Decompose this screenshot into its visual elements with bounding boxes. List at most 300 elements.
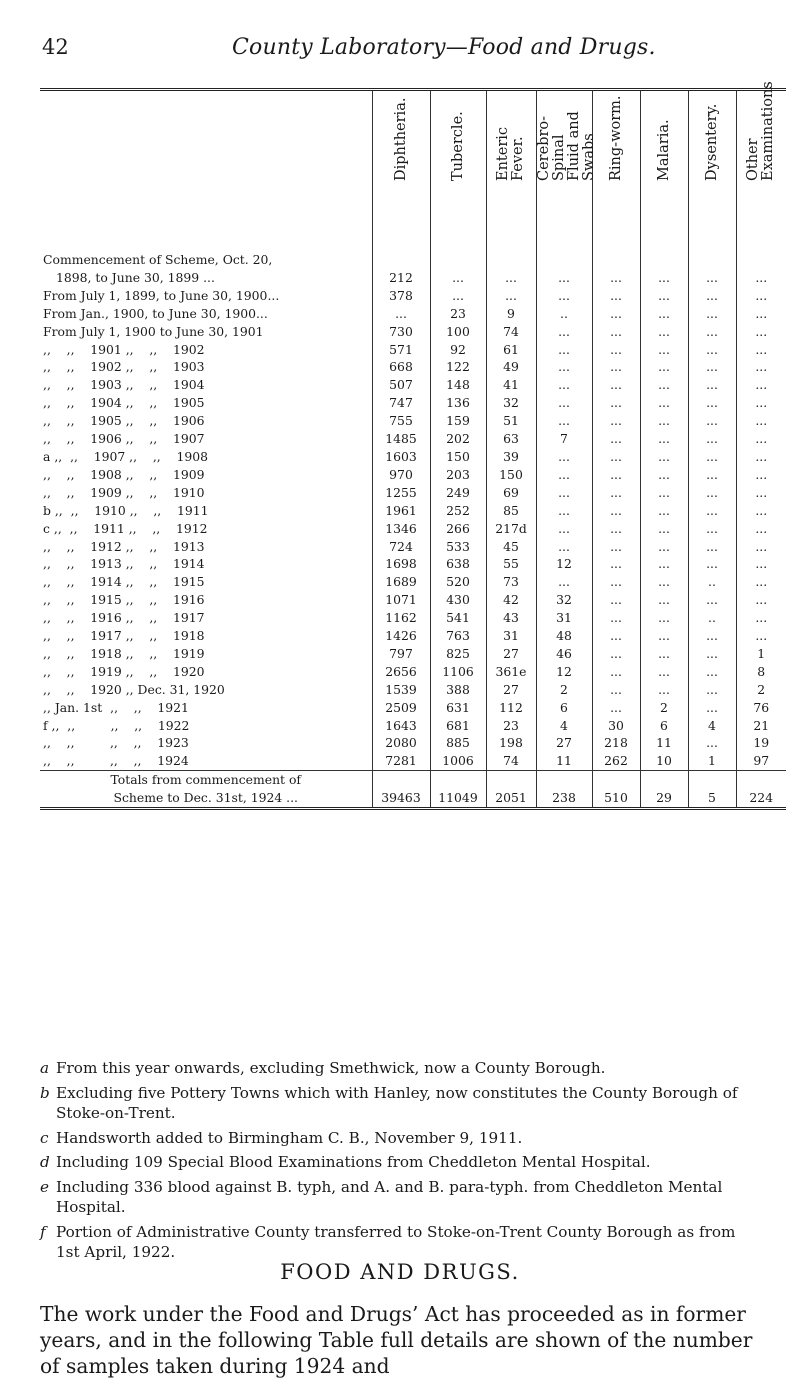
row-label: ,, ,, 1916 ,, ,, 1917 [43,610,205,626]
table-cell: 19 [736,734,786,752]
table-cell: ... [592,358,640,376]
table-cell: 150 [430,448,486,466]
row-label: ,, ,, 1909 ,, ,, 1910 [43,484,205,500]
table-cell: 747 [372,394,430,412]
table-cell: 55 [486,555,536,573]
table-cell: ... [736,627,786,645]
table-cell: ... [536,287,592,305]
row-label: ,, ,, 1912 ,, ,, 1913 [43,538,205,554]
table-cell: .. [536,305,592,323]
table-cell: 1006 [430,752,486,770]
table-cell [372,771,430,789]
table-cell: ... [688,591,736,609]
column-header: Enteric Fever. [486,90,536,252]
table-cell: 7 [536,430,592,448]
row-label: ,, ,, 1915 ,, ,, 1916 [43,592,205,608]
row-label: ,, ,, 1919 ,, ,, 1920 [43,663,205,679]
table-cell: ... [592,555,640,573]
footnote-mark: d [40,1153,50,1171]
table-cell: 51 [486,412,536,430]
table-cell [592,771,640,789]
table-cell: ... [736,269,786,287]
table-cell: .. [688,573,736,591]
table-cell: 136 [430,394,486,412]
table-cell: 507 [372,376,430,394]
table-cell: 12 [536,555,592,573]
table-cell: 9 [486,305,536,323]
table-cell: ... [536,376,592,394]
footnote-text: Including 336 blood against B. typh, and A. and B. para-typh. from Cheddleton Mental Hospital. [56,1177,723,1216]
table-cell: ... [688,287,736,305]
table-cell: 1426 [372,627,430,645]
table-cell: ... [736,376,786,394]
table-cell: 73 [486,573,536,591]
table-cell: ... [592,484,640,502]
table-cell: 100 [430,323,486,341]
table-cell: ... [536,448,592,466]
table-cell: ... [736,394,786,412]
table-cell: ... [640,663,688,681]
row-label: b ,, ,, 1910 ,, ,, 1911 [43,502,209,518]
table-cell: 2656 [372,663,430,681]
table-cell: 2 [736,681,786,699]
table-cell: ... [640,358,688,376]
table-cell: 2080 [372,734,430,752]
table-cell: 49 [486,358,536,376]
table-cell: 41 [486,376,536,394]
table-cell: ... [688,376,736,394]
table-cell: 8 [736,663,786,681]
table-cell: ... [736,466,786,484]
table-cell: ... [688,555,736,573]
table-cell: ... [736,555,786,573]
table-cell: 31 [486,627,536,645]
footnote-text: From this year onwards, excluding Smethwick, now a County Borough. [56,1059,606,1077]
table-cell: ... [592,394,640,412]
table-row [40,520,786,538]
table-cell [640,251,688,269]
table-row [40,466,786,484]
row-label: f ,, ,, ,, ,, 1922 [43,717,190,733]
table-cell: ... [592,663,640,681]
table-cell: 1698 [372,555,430,573]
table-cell: 198 [486,734,536,752]
table-cell: 1539 [372,681,430,699]
table-cell: ... [536,484,592,502]
table-cell: 1162 [372,609,430,627]
table-row [40,645,786,663]
table-cell: ... [592,376,640,394]
table-row [40,717,786,735]
table-cell: 11 [640,734,688,752]
table-cell: ... [536,466,592,484]
table-cell: ... [536,412,592,430]
table-cell: ... [536,341,592,359]
table-cell: ... [688,448,736,466]
table-cell: 797 [372,645,430,663]
table-cell: 112 [486,699,536,717]
table-cell: 202 [430,430,486,448]
section-paragraph: The work under the Food and Drugs’ Act has proceeded as in former years, and in the following Table full details are shown of the number of samples taken during 1924 and [40,1302,753,1378]
table-cell: ... [592,412,640,430]
table-cell: 724 [372,538,430,556]
row-label: ,, ,, 1920 ,, Dec. 31, 1920 [43,681,225,697]
table-cell: ... [536,502,592,520]
table-cell: ... [536,358,592,376]
table-cell: 27 [536,734,592,752]
table-cell: 2 [536,681,592,699]
table-cell: 74 [486,323,536,341]
table-cell: 1 [736,645,786,663]
total-cell: 11049 [430,789,486,808]
table-cell [536,251,592,269]
row-label: ,, ,, 1914 ,, ,, 1915 [43,574,205,590]
table-cell: 212 [372,269,430,287]
table-cell: ... [592,699,640,717]
table-cell: 150 [486,466,536,484]
table-cell: ... [688,645,736,663]
table-cell: 378 [372,287,430,305]
table-cell: 4 [536,717,592,735]
table-cell: ... [640,520,688,538]
table-cell: ... [688,323,736,341]
table-cell: 1 [688,752,736,770]
table-cell: 1106 [430,663,486,681]
table-cell [536,771,592,789]
row-label: ,, ,, 1917 ,, ,, 1918 [43,628,205,644]
table-cell: ... [640,448,688,466]
table-cell: 21 [736,717,786,735]
table-cell: 45 [486,538,536,556]
table-cell: 1603 [372,448,430,466]
table-cell: ... [736,484,786,502]
table-cell: ... [640,269,688,287]
table-row [40,412,786,430]
footnote [40,1177,760,1218]
table-cell [372,251,430,269]
table-row [40,538,786,556]
table-row [40,573,786,591]
table-cell: 69 [486,484,536,502]
table-cell: ... [736,591,786,609]
footnote-mark: f [40,1222,46,1241]
column-header: Diphtheria. [372,90,430,252]
table-cell: ... [592,681,640,699]
table-cell: ... [536,573,592,591]
row-label: ,, ,, 1902 ,, ,, 1903 [43,359,205,375]
total-cell: 29 [640,789,688,808]
header-corner [40,90,372,252]
table-cell: 7281 [372,752,430,770]
page-header [42,35,762,69]
table-cell: 638 [430,555,486,573]
row-label: ,, Jan. 1st ,, ,, 1921 [43,699,189,715]
table-cell: ... [736,538,786,556]
column-header: Malaria. [640,90,688,252]
table-cell: 520 [430,573,486,591]
footnote [40,1058,760,1079]
footnote [40,1128,760,1149]
table-cell [688,251,736,269]
row-label: From July 1, 1899, to June 30, 1900... [43,287,280,303]
table-header-row [40,90,786,252]
row-label: ,, ,, ,, ,, 1924 [43,753,189,769]
table-cell: 31 [536,609,592,627]
column-header: Tubercle. [430,90,486,252]
table-cell: 262 [592,752,640,770]
running-title: County Laboratory—Food and Drugs. [232,35,656,60]
page-number: 42 [42,35,69,59]
table-cell: 361e [486,663,536,681]
table-cell: ... [486,287,536,305]
table-cell: ... [640,681,688,699]
table-cell: 2 [640,699,688,717]
table-cell: ... [640,484,688,502]
table-cell: ... [640,341,688,359]
table-cell: ... [592,538,640,556]
table-cell: 23 [486,717,536,735]
row-label: ,, ,, 1901 ,, ,, 1902 [43,341,205,357]
table-cell: ... [592,627,640,645]
table-cell: 30 [592,717,640,735]
table-cell: 1485 [372,430,430,448]
table-cell: 61 [486,341,536,359]
table-cell: ... [688,269,736,287]
table-cell: ... [592,466,640,484]
footnote-text: Excluding five Pottery Towns which with Hanley, now constitutes the County Borough of Stoke-on-Trent. [56,1083,738,1122]
table-cell: ... [640,412,688,430]
total-cell: 224 [736,789,786,808]
table-cell: 533 [430,538,486,556]
table-cell: ... [592,323,640,341]
table-row [40,358,786,376]
table-cell: ... [736,573,786,591]
table-row [40,681,786,699]
table-cell: 74 [486,752,536,770]
table-cell: ... [640,645,688,663]
table-cell: ... [688,430,736,448]
footnotes [40,1058,760,1267]
column-header: Ring-worm. [592,90,640,252]
table-cell: 825 [430,645,486,663]
table-cell: ... [592,269,640,287]
table-cell: ... [688,681,736,699]
table-cell: ... [736,305,786,323]
total-cell: 39463 [372,789,430,808]
table-cell: 39 [486,448,536,466]
table-cell: ... [430,287,486,305]
table-cell: 85 [486,502,536,520]
table-cell: 249 [430,484,486,502]
table-cell: .. [688,609,736,627]
table-cell: ... [736,520,786,538]
table-cell: 43 [486,609,536,627]
table-cell: ... [592,287,640,305]
table-cell: ... [536,520,592,538]
table-cell: ... [736,448,786,466]
table-cell: ... [688,538,736,556]
table-cell: ... [736,502,786,520]
table-cell: ... [640,305,688,323]
totals-row [40,771,786,789]
table-cell: 266 [430,520,486,538]
table-row [40,394,786,412]
table-cell [688,771,736,789]
table-cell: ... [640,502,688,520]
table-cell: ... [688,341,736,359]
table-cell: 23 [430,305,486,323]
footnote-mark: c [40,1128,49,1147]
table-cell: ... [688,484,736,502]
table-cell: ... [592,305,640,323]
table-cell: 1346 [372,520,430,538]
table-cell: 6 [640,717,688,735]
row-label: ,, ,, 1918 ,, ,, 1919 [43,645,205,661]
table-cell: ... [688,502,736,520]
table-cell: ... [592,591,640,609]
table-cell: 32 [536,591,592,609]
footnote-mark: e [40,1177,49,1196]
footnote-text: Portion of Administrative County transferred to Stoke-on-Trent County Borough as from 1st April, 1922. [56,1222,736,1261]
table-cell: 148 [430,376,486,394]
table-cell: 122 [430,358,486,376]
table-cell [430,771,486,789]
table-cell: ... [736,412,786,430]
table-cell: ... [592,341,640,359]
total-cell: 510 [592,789,640,808]
table-cell: 63 [486,430,536,448]
table-cell: ... [688,627,736,645]
column-header: Other Examinations [736,90,786,252]
table-cell: ... [688,412,736,430]
table-cell [486,771,536,789]
table-cell: 571 [372,341,430,359]
table-cell: ... [592,645,640,663]
table-cell: ... [640,591,688,609]
table-cell: 541 [430,609,486,627]
row-label: 1898, to June 30, 1899 ... [56,269,215,285]
table-cell: 1689 [372,573,430,591]
table-cell: ... [430,269,486,287]
table-cell: 2509 [372,699,430,717]
section-title: FOOD AND DRUGS. [280,1260,520,1284]
table-cell: 6 [536,699,592,717]
table-cell: 1255 [372,484,430,502]
table-row [40,341,786,359]
table-cell: 668 [372,358,430,376]
totals-label: Scheme to Dec. 31st, 1924 ... [113,790,298,806]
table-row [40,502,786,520]
table-cell: ... [592,502,640,520]
table-cell: 27 [486,645,536,663]
table-row [40,484,786,502]
table-cell: ... [688,734,736,752]
table-cell: ... [536,269,592,287]
table-cell: 1071 [372,591,430,609]
table-cell: ... [486,269,536,287]
table-cell: ... [688,663,736,681]
table-cell: ... [592,573,640,591]
table-cell: 92 [430,341,486,359]
table-cell: 159 [430,412,486,430]
table-row [40,287,786,305]
table-row [40,251,786,269]
table-cell: 217d [486,520,536,538]
footnote-mark: b [40,1083,50,1102]
total-cell: 2051 [486,789,536,808]
table-cell: 218 [592,734,640,752]
table-row [40,430,786,448]
table-cell: ... [640,287,688,305]
table-cell: 755 [372,412,430,430]
table-cell: 97 [736,752,786,770]
table-cell: ... [592,430,640,448]
row-label: ,, ,, 1908 ,, ,, 1909 [43,466,205,482]
table-row [40,555,786,573]
table-cell: 388 [430,681,486,699]
table-row [40,323,786,341]
table-cell: 430 [430,591,486,609]
table-cell: 48 [536,627,592,645]
table-cell [736,251,786,269]
table-cell: ... [372,305,430,323]
table-cell: 32 [486,394,536,412]
table-cell: ... [688,466,736,484]
table-cell: 631 [430,699,486,717]
table-cell: 1643 [372,717,430,735]
table-cell: ... [736,430,786,448]
table-cell: ... [640,573,688,591]
table-cell: ... [536,538,592,556]
table-cell: 203 [430,466,486,484]
row-label: a ,, ,, 1907 ,, ,, 1908 [43,448,208,464]
table-cell: ... [640,555,688,573]
table-cell: ... [536,394,592,412]
column-header: Dysentery. [688,90,736,252]
table-cell: 27 [486,681,536,699]
footnote-text: Including 109 Special Blood Examinations from Cheddleton Mental Hospital. [56,1153,651,1171]
table-cell: 763 [430,627,486,645]
table-cell: ... [640,323,688,341]
table-cell: ... [736,341,786,359]
table-cell: 730 [372,323,430,341]
table-cell: ... [688,305,736,323]
table-cell: ... [640,609,688,627]
table-cell: ... [688,699,736,717]
table-row [40,663,786,681]
table-row [40,627,786,645]
table-cell: 12 [536,663,592,681]
total-cell: 5 [688,789,736,808]
table-cell: ... [736,358,786,376]
table-cell: 11 [536,752,592,770]
table-row [40,752,786,770]
table-row [40,734,786,752]
table-cell: ... [592,609,640,627]
table-cell [430,251,486,269]
row-label: c ,, ,, 1911 ,, ,, 1912 [43,520,208,536]
row-label: ,, ,, 1913 ,, ,, 1914 [43,556,205,572]
footnote [40,1083,760,1124]
row-label: ,, ,, ,, ,, 1923 [43,735,189,751]
totals-label: Totals from commencement of [40,771,372,789]
table-cell: ... [640,627,688,645]
footnote [40,1152,760,1173]
laboratory-table [40,81,786,810]
totals-row [40,789,786,808]
table-cell: ... [688,520,736,538]
footnote-mark: a [40,1059,50,1077]
